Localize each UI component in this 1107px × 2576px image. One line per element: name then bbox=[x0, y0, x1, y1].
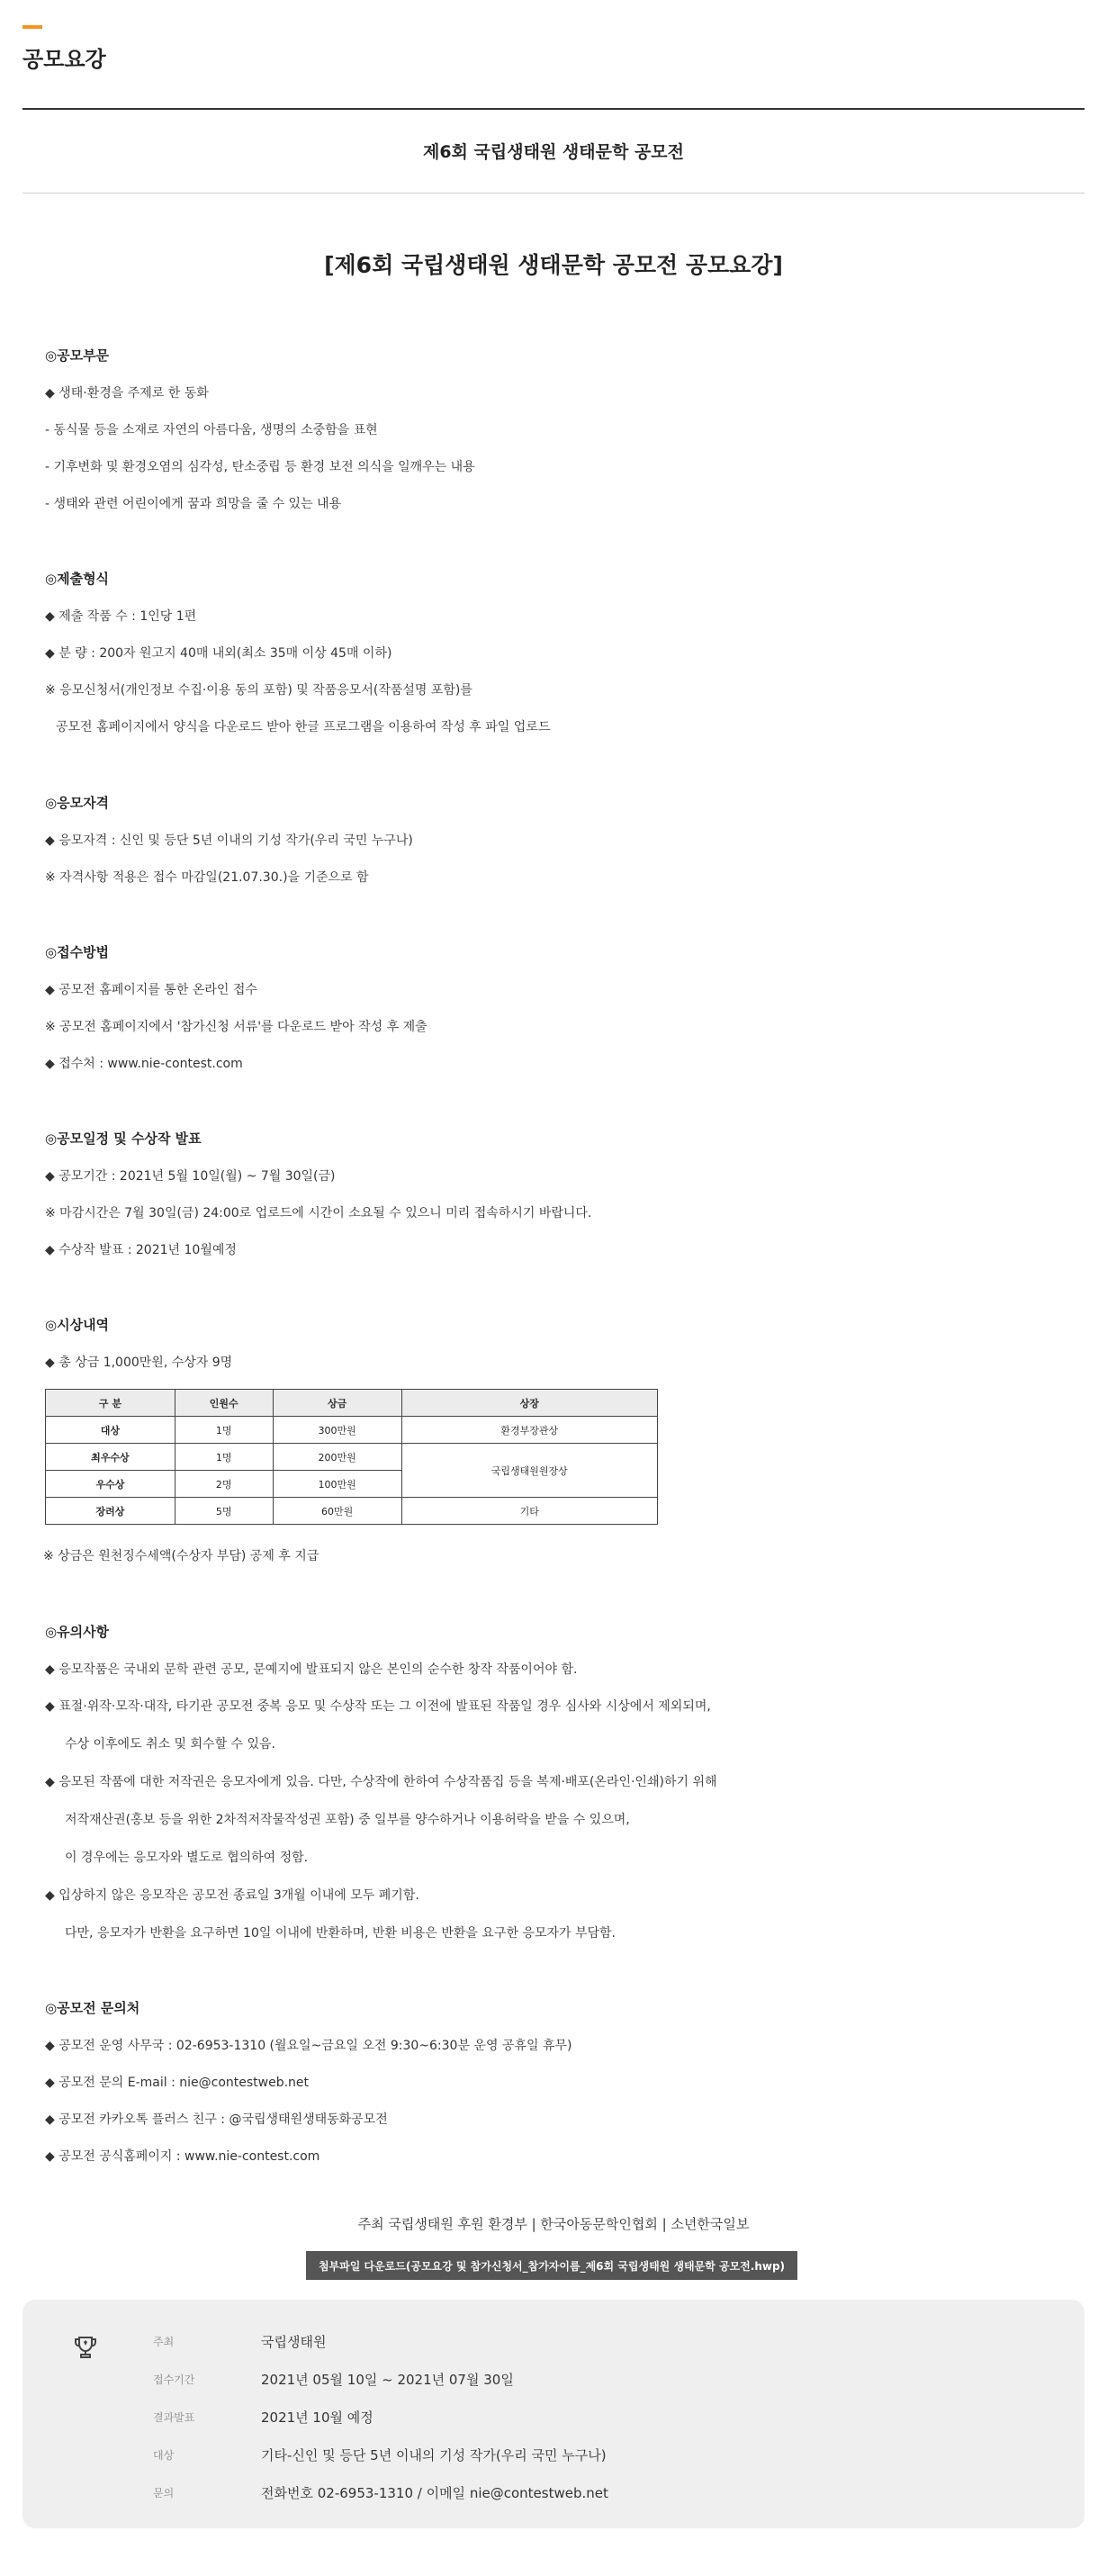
contest-name: 제6회 국립생태원 생태문학 공모전 bbox=[422, 142, 685, 162]
submission-line: ※ 공모전 홈페이지에서 '참가신청 서류'를 다운로드 받아 작성 후 제출 bbox=[45, 1020, 428, 1034]
notes-line: 이 경우에는 응모자와 별도로 협의하여 정함. bbox=[65, 1851, 309, 1865]
info-value: 국립생태원 bbox=[261, 2334, 327, 2350]
submission-line: ◆ 접수처 : www.nie-contest.com bbox=[45, 1057, 243, 1071]
schedule-line: ※ 마감시간은 7월 30일(금) 24:00로 업로드에 시간이 소요될 수 있으니 미리 접속하시기 바랍니다. bbox=[45, 1206, 592, 1220]
contact-line: ◆ 공모전 카카오톡 플러스 친구 : @국립생태원생태동화공모전 bbox=[45, 2112, 388, 2127]
notes-line: ◆ 표절·위작·모작·대작, 타기관 공모전 중복 응모 및 수상작 또는 그 이전에 발표된 작품일 경우 심사와 시상에서 제외되며, bbox=[45, 1699, 711, 1714]
title-accent-bar bbox=[22, 25, 42, 29]
section-heading-prizes: ◎시상내역 bbox=[45, 1317, 110, 1333]
info-label: 결과발표 bbox=[153, 2411, 195, 2424]
subtitle-divider bbox=[22, 193, 1084, 194]
prize-count-cell: 2명 bbox=[175, 1471, 273, 1498]
section-heading-contact: ◎공모전 문의처 bbox=[45, 2000, 140, 2016]
prize-count-cell: 1명 bbox=[175, 1444, 273, 1471]
category-line: - 기후변화 및 환경오염의 심각성, 탄소중립 등 환경 보전 의식을 일깨우는 내용 bbox=[45, 460, 475, 474]
prize-note: ※ 상금은 원천징수세액(수상자 부담) 공제 후 지급 bbox=[43, 1549, 320, 1563]
prize-header-money: 상금 bbox=[273, 1390, 401, 1417]
table-row bbox=[46, 1444, 658, 1471]
notes-line: ◆ 응모된 작품에 대한 저작권은 응모자에게 있음. 다만, 수상작에 한하여 수상작품집 등을 복제·배포(온라인·인쇄)하기 위해 bbox=[45, 1775, 717, 1789]
section-heading-format: ◎제출형식 bbox=[45, 571, 110, 587]
prize-money-cell: 300만원 bbox=[273, 1417, 401, 1444]
prize-header-count: 인원수 bbox=[175, 1390, 273, 1417]
contest-info-box bbox=[22, 2300, 1084, 2528]
submission-line: ◆ 공모전 홈페이지를 통한 온라인 접수 bbox=[45, 983, 257, 997]
prize-award-cell: 대상 bbox=[46, 1417, 176, 1444]
section-heading-category: ◎공모부문 bbox=[45, 347, 110, 364]
schedule-line: ◆ 공모기간 : 2021년 5월 10일(월) ~ 7월 30일(금) bbox=[45, 1169, 336, 1184]
info-label: 문의 bbox=[153, 2487, 175, 2499]
format-line: ◆ 제출 작품 수 : 1인당 1편 bbox=[45, 609, 197, 624]
eligibility-line: ◆ 응모자격 : 신인 및 등단 5년 이내의 기성 작가(우리 국민 누구나) bbox=[45, 833, 413, 848]
attachment-download-button[interactable]: 첨부파일 다운로드(공모요강 및 참가신청서_참가자이름_제6회 국립생태원 생태문학 공모전.hwp) bbox=[306, 2251, 797, 2280]
info-value: 전화번호 02-6953-1310 / 이메일 nie@contestweb.net bbox=[261, 2485, 608, 2501]
notes-line: 저작재산권(홍보 등을 위한 2차적저작물작성권 포함) 중 일부를 양수하거나 이용허락을 받을 수 있으며, bbox=[65, 1813, 630, 1827]
section-heading-eligibility: ◎응모자격 bbox=[45, 795, 110, 811]
prize-table-header-row bbox=[46, 1390, 658, 1417]
info-value: 2021년 10월 예정 bbox=[261, 2409, 374, 2426]
prize-header-award: 구 분 bbox=[46, 1390, 176, 1417]
prize-certificate-cell: 기타 bbox=[401, 1498, 657, 1525]
contact-line: ◆ 공모전 공식홈페이지 : www.nie-contest.com bbox=[45, 2149, 320, 2164]
sponsors-line: 주최 국립생태원 후원 환경부 | 한국아동문학인협회 | 소년한국일보 bbox=[357, 2216, 750, 2232]
prize-certificate-cell: 국립생태원원장상 bbox=[401, 1444, 657, 1498]
contact-line: ◆ 공모전 운영 사무국 : 02-6953-1310 (월요일~금요일 오전 9:30~6:30분 운영 공휴일 휴무) bbox=[45, 2039, 572, 2053]
info-value: 기타-신인 및 등단 5년 이내의 기성 작가(우리 국민 누구나) bbox=[261, 2447, 607, 2463]
prize-header-certificate: 상장 bbox=[401, 1390, 657, 1417]
prize-certificate-cell: 환경부장관상 bbox=[401, 1417, 657, 1444]
info-label: 대상 bbox=[153, 2449, 175, 2462]
format-line: ※ 응모신청서(개인정보 수집·이용 동의 포함) 및 작품응모서(작품설명 포함)를 bbox=[45, 683, 472, 698]
notes-line: 다만, 응모자가 반환을 요구하면 10일 이내에 반환하며, 반환 비용은 반환을 요구한 응모자가 부담함. bbox=[65, 1926, 616, 1941]
info-label: 접수기간 bbox=[153, 2373, 195, 2386]
title-divider bbox=[22, 108, 1084, 110]
category-line: - 생태와 관련 어린이에게 꿈과 희망을 줄 수 있는 내용 bbox=[45, 497, 342, 511]
section-heading-schedule: ◎공모일정 및 수상작 발표 bbox=[45, 1130, 202, 1147]
notes-line: ◆ 응모작품은 국내외 문학 관련 공모, 문예지에 발표되지 않은 본인의 순수한 창작 작품이어야 함. bbox=[45, 1662, 578, 1677]
prize-summary: ◆ 총 상금 1,000만원, 수상자 9명 bbox=[45, 1356, 233, 1370]
notes-line: 수상 이후에도 취소 및 회수할 수 있음. bbox=[65, 1737, 276, 1752]
eligibility-line: ※ 자격사항 적용은 접수 마감일(21.07.30.)을 기준으로 함 bbox=[45, 870, 369, 885]
notes-line: ◆ 입상하지 않은 응모작은 공모전 종료일 3개월 이내에 모두 폐기함. bbox=[45, 1888, 419, 1903]
table-row bbox=[46, 1417, 658, 1444]
section-heading-submission: ◎접수방법 bbox=[45, 944, 110, 960]
prize-money-cell: 200만원 bbox=[273, 1444, 401, 1471]
category-line: ◆ 생태·환경을 주제로 한 동화 bbox=[45, 386, 209, 401]
schedule-line: ◆ 수상작 발표 : 2021년 10월예정 bbox=[45, 1243, 237, 1257]
prize-award-cell: 최우수상 bbox=[46, 1444, 176, 1471]
category-line: - 동식물 등을 소재로 자연의 아름다움, 생명의 소중함을 표현 bbox=[45, 423, 378, 437]
document-title: [제6회 국립생태원 생태문학 공모전 공모요강] bbox=[324, 252, 783, 278]
contact-line: ◆ 공모전 문의 E-mail : nie@contestweb.net bbox=[45, 2076, 310, 2090]
info-label: 주최 bbox=[153, 2336, 175, 2348]
trophy-icon bbox=[72, 2334, 99, 2361]
table-row bbox=[46, 1498, 658, 1525]
page-title: 공모요강 bbox=[22, 47, 106, 72]
prize-money-cell: 60만원 bbox=[273, 1498, 401, 1525]
info-value: 2021년 05월 10일 ~ 2021년 07월 30일 bbox=[261, 2372, 514, 2388]
prize-award-cell: 장려상 bbox=[46, 1498, 176, 1525]
prize-count-cell: 5명 bbox=[175, 1498, 273, 1525]
prize-money-cell: 100만원 bbox=[273, 1471, 401, 1498]
format-line: 공모전 홈페이지에서 양식을 다운로드 받아 한글 프로그램을 이용하여 작성 후 파일 업로드 bbox=[56, 720, 551, 734]
section-heading-notes: ◎유의사항 bbox=[45, 1624, 110, 1640]
prize-count-cell: 1명 bbox=[175, 1417, 273, 1444]
format-line: ◆ 분 량 : 200자 원고지 40매 내외(최소 35매 이상 45매 이하) bbox=[45, 646, 392, 661]
prize-award-cell: 우수상 bbox=[46, 1471, 176, 1498]
prize-table bbox=[45, 1389, 658, 1525]
